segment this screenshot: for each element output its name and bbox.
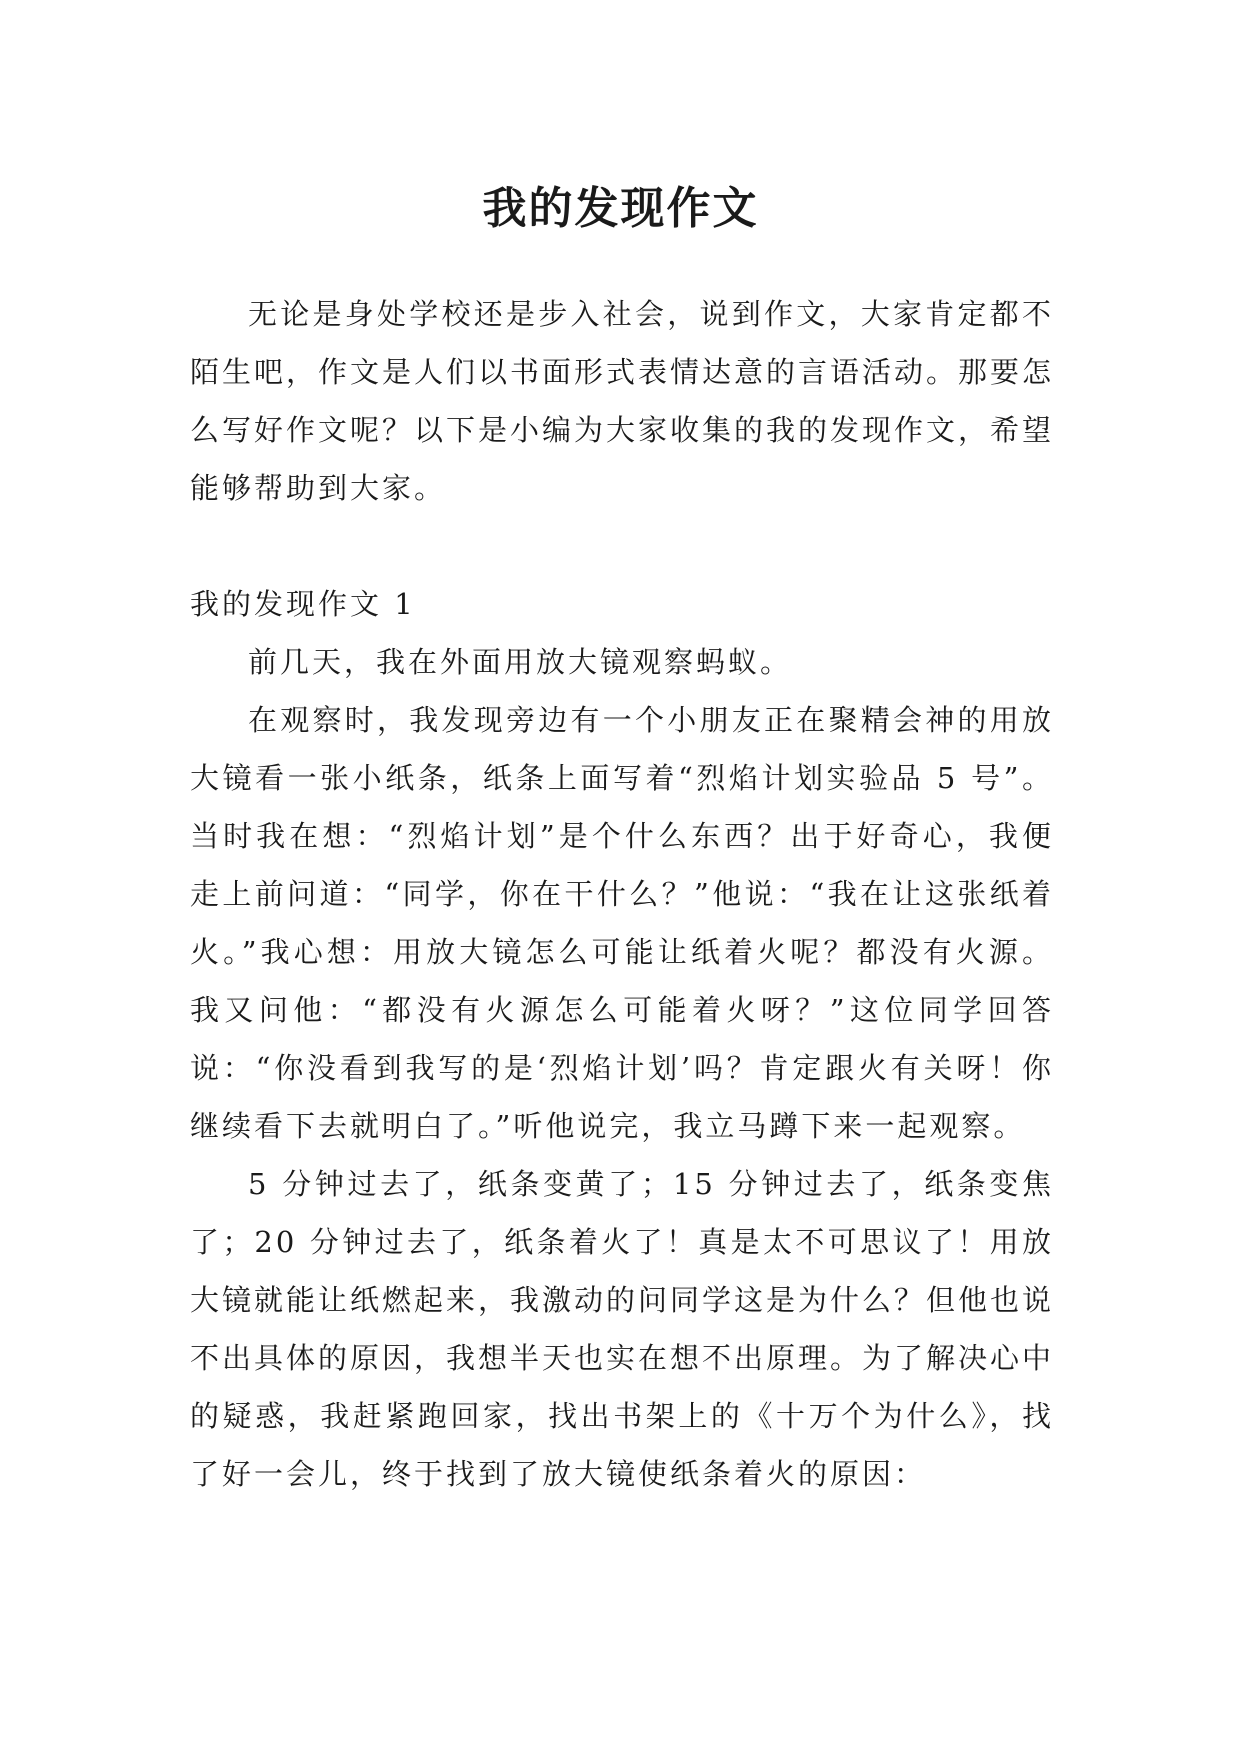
document-body: [190, 285, 1054, 1503]
document-title: 我的发现作文: [482, 183, 759, 235]
intro-paragraph: 无论是身处学校还是步入社会，说到作文，大家肯定都不陌生吧，作文是人们以书面形式表情达意的言语活动。那要怎么写好作文呢？以下是小编为大家收集的我的发现作文，希望能够帮助到大家。: [190, 297, 1055, 505]
body-paragraph-2: 在观察时，我发现旁边有一个小朋友正在聚精会神的用放大镜看一张小纸条，纸条上面写着“烈焰计划实验品 5 号”。当时我在想：“烈焰计划”是个什么东西？出于好奇心，我便走上前问道：“同学，你在干什么？”他说：“我在让这张纸着火。”我心想：用放大镜怎么可能让纸着火呢？都没有火源。我又问他：“都没有火源怎么可能着火呀？”这位同学回答说：“你没看到我写的是‘烈焰计划’吗？肯定跟火有关呀！你继续看下去就明白了。”听他说完，我立马蹲下来一起观察。: [190, 703, 1054, 1143]
body-paragraph-3: 5 分钟过去了，纸条变黄了；15 分钟过去了，纸条变焦了；20 分钟过去了，纸条着火了！真是太不可思议了！用放大镜就能让纸燃起来，我激动的问同学这是为什么？但他也说不出具体的原因，我想半天也实在想不出原理。为了解决心中的疑惑，我赶紧跑回家，找出书架上的《十万个为什么》，找了好一会儿，终于找到了放大镜使纸条着火的原因：: [190, 1167, 1055, 1491]
section-heading: 我的发现作文 1: [190, 587, 416, 621]
body-paragraph-1: 前几天，我在外面用放大镜观察蚂蚁。: [248, 645, 793, 679]
